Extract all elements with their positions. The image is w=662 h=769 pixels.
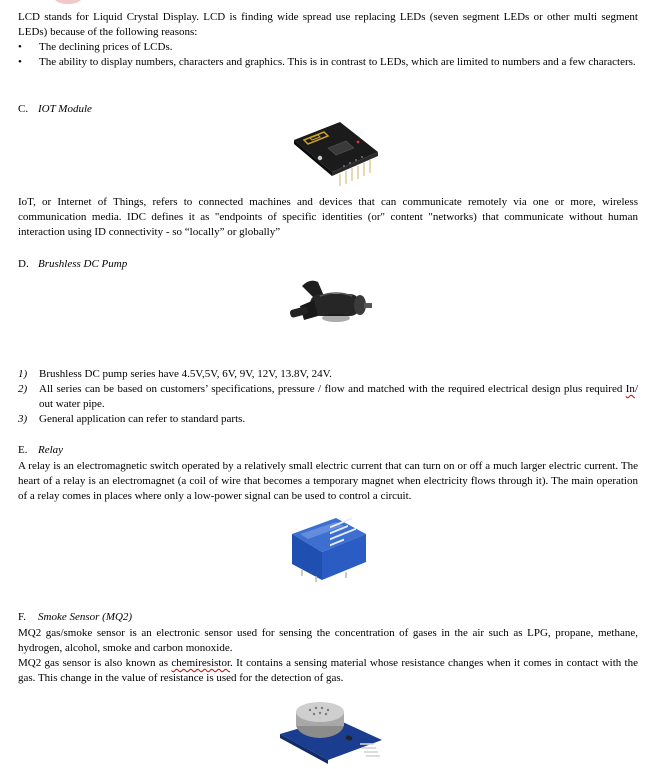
lcd-bullet-text: The ability to display numbers, characters and graphics. This is in contrast to LEDs, which are limited to numbers and a few characters.	[39, 56, 636, 68]
smoke-body-2	[18, 656, 638, 686]
relay-heading	[18, 443, 63, 458]
heading-letter: F.	[18, 611, 26, 623]
pump-item-2	[18, 382, 638, 412]
item-number: 1)	[18, 368, 28, 380]
iot-heading	[18, 102, 92, 117]
dc-pump-image	[280, 276, 376, 336]
heading-letter: E.	[18, 444, 28, 456]
item-text-part: / out water pipe.	[39, 383, 638, 410]
pump-item-1	[18, 367, 638, 382]
lcd-bullet-text: The declining prices of LCDs.	[39, 41, 173, 53]
body-text-part: . It contains a sensing material whose resistance changes when it comes in contact with the gas. This change in the value of resistance is used for the detection of gas.	[18, 657, 638, 684]
heading-title: IOT Module	[38, 103, 92, 115]
bullet-glyph: •	[18, 56, 22, 68]
relay-body: A relay is an electromagnetic switch operated by a relatively small electric current that can turn on or off a much larger electric current. The heart of a relay is an electromagnet (a coil of wire that becomes a temporary magnet when electricity flows through it). The main operation of a relay comes in places where only a low-power signal can be used to control a circuit.	[18, 460, 638, 502]
heading-title: Smoke Sensor (MQ2)	[38, 611, 133, 623]
item-text: General application can refer to standard parts.	[39, 413, 246, 425]
heading-letter: C.	[18, 103, 29, 115]
bullet-glyph: •	[18, 41, 22, 53]
mq2-sensor-image	[276, 698, 388, 768]
smoke-heading	[18, 610, 132, 625]
spellcheck-word: In	[625, 383, 635, 395]
pump-item-3	[18, 412, 638, 427]
iot-body: IoT, or Internet of Things, refers to connected machines and devices that can communicate remotely via one or more, wireless communication media. IDC defines it as "endpoints of specific identities (or" content "networks) that communicate without human interaction using ID connectivity - so “locally” or globally”	[18, 196, 638, 238]
pump-heading	[18, 257, 127, 272]
lcd-bullet-2	[18, 55, 638, 70]
heading-title: Relay	[38, 444, 64, 456]
item-text	[39, 382, 638, 412]
item-text: Brushless DC pump series have 4.5V,5V, 6V, 9V, 12V, 13.8V, 24V.	[39, 368, 332, 380]
smoke-body-1: MQ2 gas/smoke sensor is an electronic sensor used for sensing the concentration of gases in the air such as LPG, propane, methane, hydrogen, alcohol, smoke and carbon monoxide.	[18, 627, 638, 654]
relay-image	[286, 514, 372, 588]
esp-iot-module-image	[288, 118, 388, 190]
lcd-intro: LCD stands for Liquid Crystal Display. LCD is finding wide spread use replacing LEDs (seven segment LEDs or other multi segment LEDs) because of the following reasons:	[18, 11, 638, 38]
red-corner-mark	[55, 0, 81, 4]
item-text-part: All series can be based on customers’ specifications, pressure / flow and matched with the required electrical design plus required	[39, 383, 626, 395]
item-number: 2)	[18, 383, 28, 395]
heading-letter: D.	[18, 258, 29, 270]
heading-title: Brushless DC Pump	[38, 258, 128, 270]
item-number: 3)	[18, 413, 28, 425]
spellcheck-word: chemiresistor	[171, 657, 231, 669]
body-text-part: MQ2 gas sensor is also known as	[18, 657, 172, 669]
lcd-bullet-1	[18, 40, 638, 55]
